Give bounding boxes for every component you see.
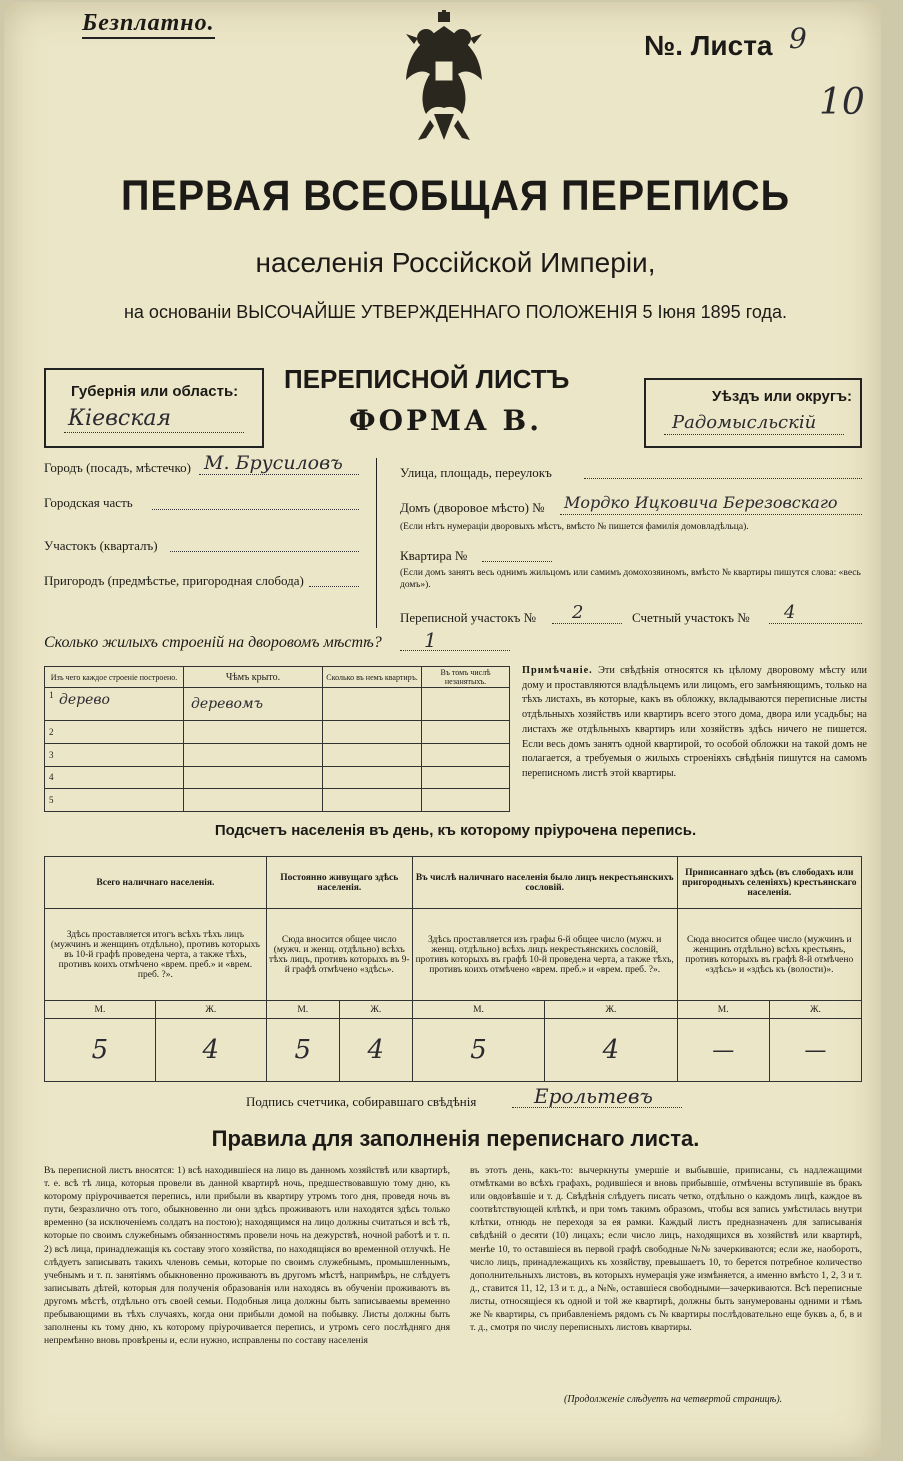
table-row: 4 [45,766,510,789]
rules-title: Правила для заполненія переписнаго листа. [211,1126,700,1151]
col1-female-value: 4 [155,1019,266,1082]
uezd-label: Уѣздъ или округъ: [712,388,853,405]
col4-male-value: — [677,1019,769,1082]
apartment-label: Квартира № [400,548,468,563]
apartment-note: (Если домъ занятъ весь однимъ жильцомъ или самимъ домохозяиномъ, вмѣсто № квартиры пишутся слова: «весь домъ»). [400,568,861,590]
subtitle: населенія Россійской Имперіи, [255,247,656,278]
female-label: Ж. [769,1001,861,1019]
census-district-value: 2 [572,602,584,623]
city-label: Городъ (посадъ, мѣстечко) [44,460,191,475]
house-value: Мордко Ицковича Березовскаго [564,493,838,512]
signature-label: Подпись счетчика, собиравшаго свѣдѣнія [246,1094,477,1109]
counting-district-label: Счетный участокъ № [632,610,750,625]
main-title: ПЕРВАЯ ВСЕОБЩАЯ ПЕРЕПИСЬ [121,172,790,220]
city-part-label: Городская часть [44,495,133,510]
buildings-header-apartments: Сколько въ немъ квартиръ. [323,667,422,688]
count-col2-desc: Сюда вносится общее число (мужч. и женщ. отдѣльно) всѣхъ тѣхъ лицъ, противъ которыхъ въ 9-й графѣ отмѣчено «здѣсь». [266,909,412,1001]
table-row: 1 дерево деревомъ [45,688,510,721]
buildings-header-vacant: Въ томъ числѣ незанятыхъ. [422,667,510,688]
roof-value: деревомъ [191,696,263,713]
table-row: 2 [45,721,510,744]
col2-female-value: 4 [339,1019,412,1082]
counting-district-value: 4 [784,602,796,623]
form-subtitle: ФОРМА В. [349,404,542,437]
col3-male-value: 5 [412,1019,544,1082]
gubernia-value: Кіевская [68,406,172,431]
house-note: (Если нѣтъ нумераціи дворовыхъ мѣстъ, вмѣсто № пишется фамилія домовладѣльца). [400,522,749,532]
female-label: Ж. [545,1001,677,1019]
col4-female-value: — [769,1019,861,1082]
legal-basis: на основаніи ВЫСОЧАЙШЕ УТВЕРЖДЕННАГО ПОЛОЖЕНІЯ 5 Іюня 1895 года. [123,302,787,322]
double-headed-eagle-emblem [404,10,484,160]
uezd-value: Радомысльскій [672,412,817,433]
buildings-table [44,666,510,812]
note [522,664,867,782]
col2-male-value: 5 [266,1019,339,1082]
census-district-label: Переписной участокъ № [400,610,537,625]
continued-note: (Продолженіе слѣдуетъ на четвертой страницѣ). [564,1394,783,1405]
count-col3-desc: Здѣсь проставляется изъ графы 6-й общее число (мужч. и женщ. отдѣльно) всѣхъ лицъ некрестьянскихъ сословій, противъ которыхъ въ графѣ 10-й проведена черта, а также тѣхъ, противъ коихъ отмѣчено «врем. преб.» и «врем. преб. ?». [412,909,677,1001]
count-col1-title: Всего наличнаго населенія. [45,857,267,909]
city-value: М. Брусиловъ [204,452,343,474]
female-label: Ж. [339,1001,412,1019]
buildings-question: Сколько жилыхъ строеній на дворовомъ мѣстѣ? [44,634,382,651]
count-col2-title: Постоянно живущаго здѣсь населенія. [266,857,412,909]
note-text: Эти свѣдѣнія относятся къ цѣлому дворовому мѣсту или дому и проставляются владѣльцемъ или лицомъ, его замѣняющимъ, только на тѣхъ листахъ, въ которые, какъ въ обложку, вкладываются переписные листы отдѣльныхъ хозяйствъ или квартиръ всего этого дома, двора или усадьбы; на листахъ же отдѣльныхъ квартиръ или хозяйствъ здѣсь ничего не пишется. Если весь домъ занятъ одной квартирой, то особой обложки на такой домъ не полагается, а требуемыя о жилыхъ строеніяхъ свѣдѣнія пишутся на самомъ переписномъ листѣ этой квартиры. [522,665,867,779]
female-label: Ж. [155,1001,266,1019]
buildings-header-material: Изъ чего каждое строеніе построено. [45,667,184,688]
rules-right-column: въ этотъ день, какъ-то: вычеркнуты умершіе и выбывшіе, приписаны, съ надлежащими отмѣтками во всѣхъ графахъ, родившіеся и вновь прибывшіе, отмѣчены вступившіе въ бракъ или овдовѣвшіе и т. д. Свѣдѣнія слѣдуетъ писать четко, отдѣльно о каждомъ лицѣ, каждое въ соотвѣтствующей клѣткѣ, и при томъ такимъ образомъ, чтобы вся запись умѣстилась внутри клѣтки, отнюдь не переходя за ея рамки. Каждый листъ предназначенъ для записыванія свѣдѣній о десяти (10) лицахъ; если число лицъ, находящихся въ хозяйствѣ или квартирѣ, менѣе 10, то оставшіеся въ первой графѣ свободные №№ зачеркиваются; если же, наоборотъ, число лицъ, принадлежащихъ къ хозяйству, превышаетъ 10, то берется потребное количество дополнительныхъ листовъ, въ которыхъ нумерація уже измѣняется, а именно вмѣсто 1, 2, 3 и т. д., ставится 11, 12, 13 и т. д., а №№, оставшіеся свободными—зачеркиваются. Всѣ переписные листы, относящіеся къ одной и той же квартирѣ, должны быть занумерованы одними и тѣмъ же № квартиры, съ прибавленіемъ рядомъ съ № квартиры послѣдовательно еще буквъ а, б, в и т. д., смотря по числу переписныхъ листовъ квартиры. [470,1165,862,1334]
count-col4-desc: Сюда вносится общее число (мужчинъ и женщинъ отдѣльно) всѣхъ крестьянъ, противъ которыхъ въ графѣ 8-й отмѣчено «здѣсь» и «здѣсь къ (волости)». [677,909,861,1001]
census-sheet [4,2,881,1457]
col1-male-value: 5 [45,1019,156,1082]
count-col3-title: Въ числѣ наличнаго населенія было лицъ некрестьянскихъ сословій. [412,857,677,909]
material-value: дерево [59,692,110,708]
form-title: ПЕРЕПИСНОЙ ЛИСТЪ [284,364,570,394]
street-label: Улица, площадь, переулокъ [400,465,552,480]
table-row: 5 [45,789,510,812]
corner-handwritten-note: 10 [819,82,865,123]
male-label: М. [266,1001,339,1019]
count-heading: Подсчетъ населенія въ день, къ которому пріурочена перепись. [214,822,697,839]
table-row: 3 [45,743,510,766]
rules-left-column: Въ переписной листъ вносятся: 1) всѣ находившіеся на лицо въ данномъ хозяйствѣ или квартирѣ, т. е. всѣ тѣ лица, которыя провели въ данной квартирѣ ночь, предшествовавшую тому дню, къ которому пріурочивается перепись, или прибыли въ квартиру утромъ того дня, проведя ночь въ пути, безразлично отъ того, обыкновенно ли они здѣсь проживаютъ или находятся здѣсь только временно (за исключеніемъ солдатъ на постою); находящимся на лицо должны считаться и всѣ тѣ, которые по своимъ служебнымъ обязанностямъ провели ночь на дежурствѣ, ночной работѣ и т. п. 2) всѣ лица, принадлежащія къ составу этого хозяйства, по находящіяся во временной отлучкѣ. Не слѣдуетъ записывать такихъ членовъ семьи, которые по своимъ служебнымъ, промышленнымъ, учебнымъ и т. п. занятіямъ обыкновенно проживаютъ въ другомъ мѣстѣ, напримѣръ, не слѣдуетъ записывать дѣтей, которыя для полученія образованія или находясь въ обученіи проживаютъ въ другомъ мѣстѣ, отдѣльно отъ своей семьи. Подобныя лица должны быть записываемы временно пребывающими въ тѣхъ случаяхъ, когда они прибыли домой на побывку. Листы должны быть заполнены къ тому дню, къ которому пріурочивается перепись, и утромъ сего послѣдняго дня непремѣнно вновь провѣрены и, если нужно, исправлены по составу населенія [44,1165,450,1347]
sheet-number-value: 9 [789,22,807,55]
note-label: Примѣчаніе. [522,665,593,676]
population-count-table [44,856,862,1082]
col3-female-value: 4 [545,1019,677,1082]
district-label: Участокъ (кварталъ) [44,538,158,553]
count-col1-desc: Здѣсь проставляется итогъ всѣхъ тѣхъ лицъ (мужчинъ и женщинъ отдѣльно), противъ которыхъ въ 10-й графѣ проведена черта, а также тѣхъ, противъ коихъ отмѣчено «врем. преб.» и «врем. преб. ?». [45,909,267,1001]
male-label: М. [412,1001,544,1019]
house-label: Домъ (дворовое мѣсто) № [400,500,545,515]
gubernia-label: Губернія или область: [71,383,239,400]
sheet-number-label: №. Листа [644,30,773,61]
buildings-answer: 1 [424,628,437,652]
count-col4-title: Приписаннаго здѣсь (въ слободахъ или пригородныхъ селеніяхъ) крестьянскаго населенія. [677,857,861,909]
suburb-label: Пригородъ (предмѣстье, пригородная слобода) [44,573,304,588]
free-of-charge-label: Безплатно. [82,10,215,39]
male-label: М. [45,1001,156,1019]
signature-value: Ерольтевъ [534,1084,653,1108]
male-label: М. [677,1001,769,1019]
buildings-header-roof: Чѣмъ крыто. [184,667,323,688]
